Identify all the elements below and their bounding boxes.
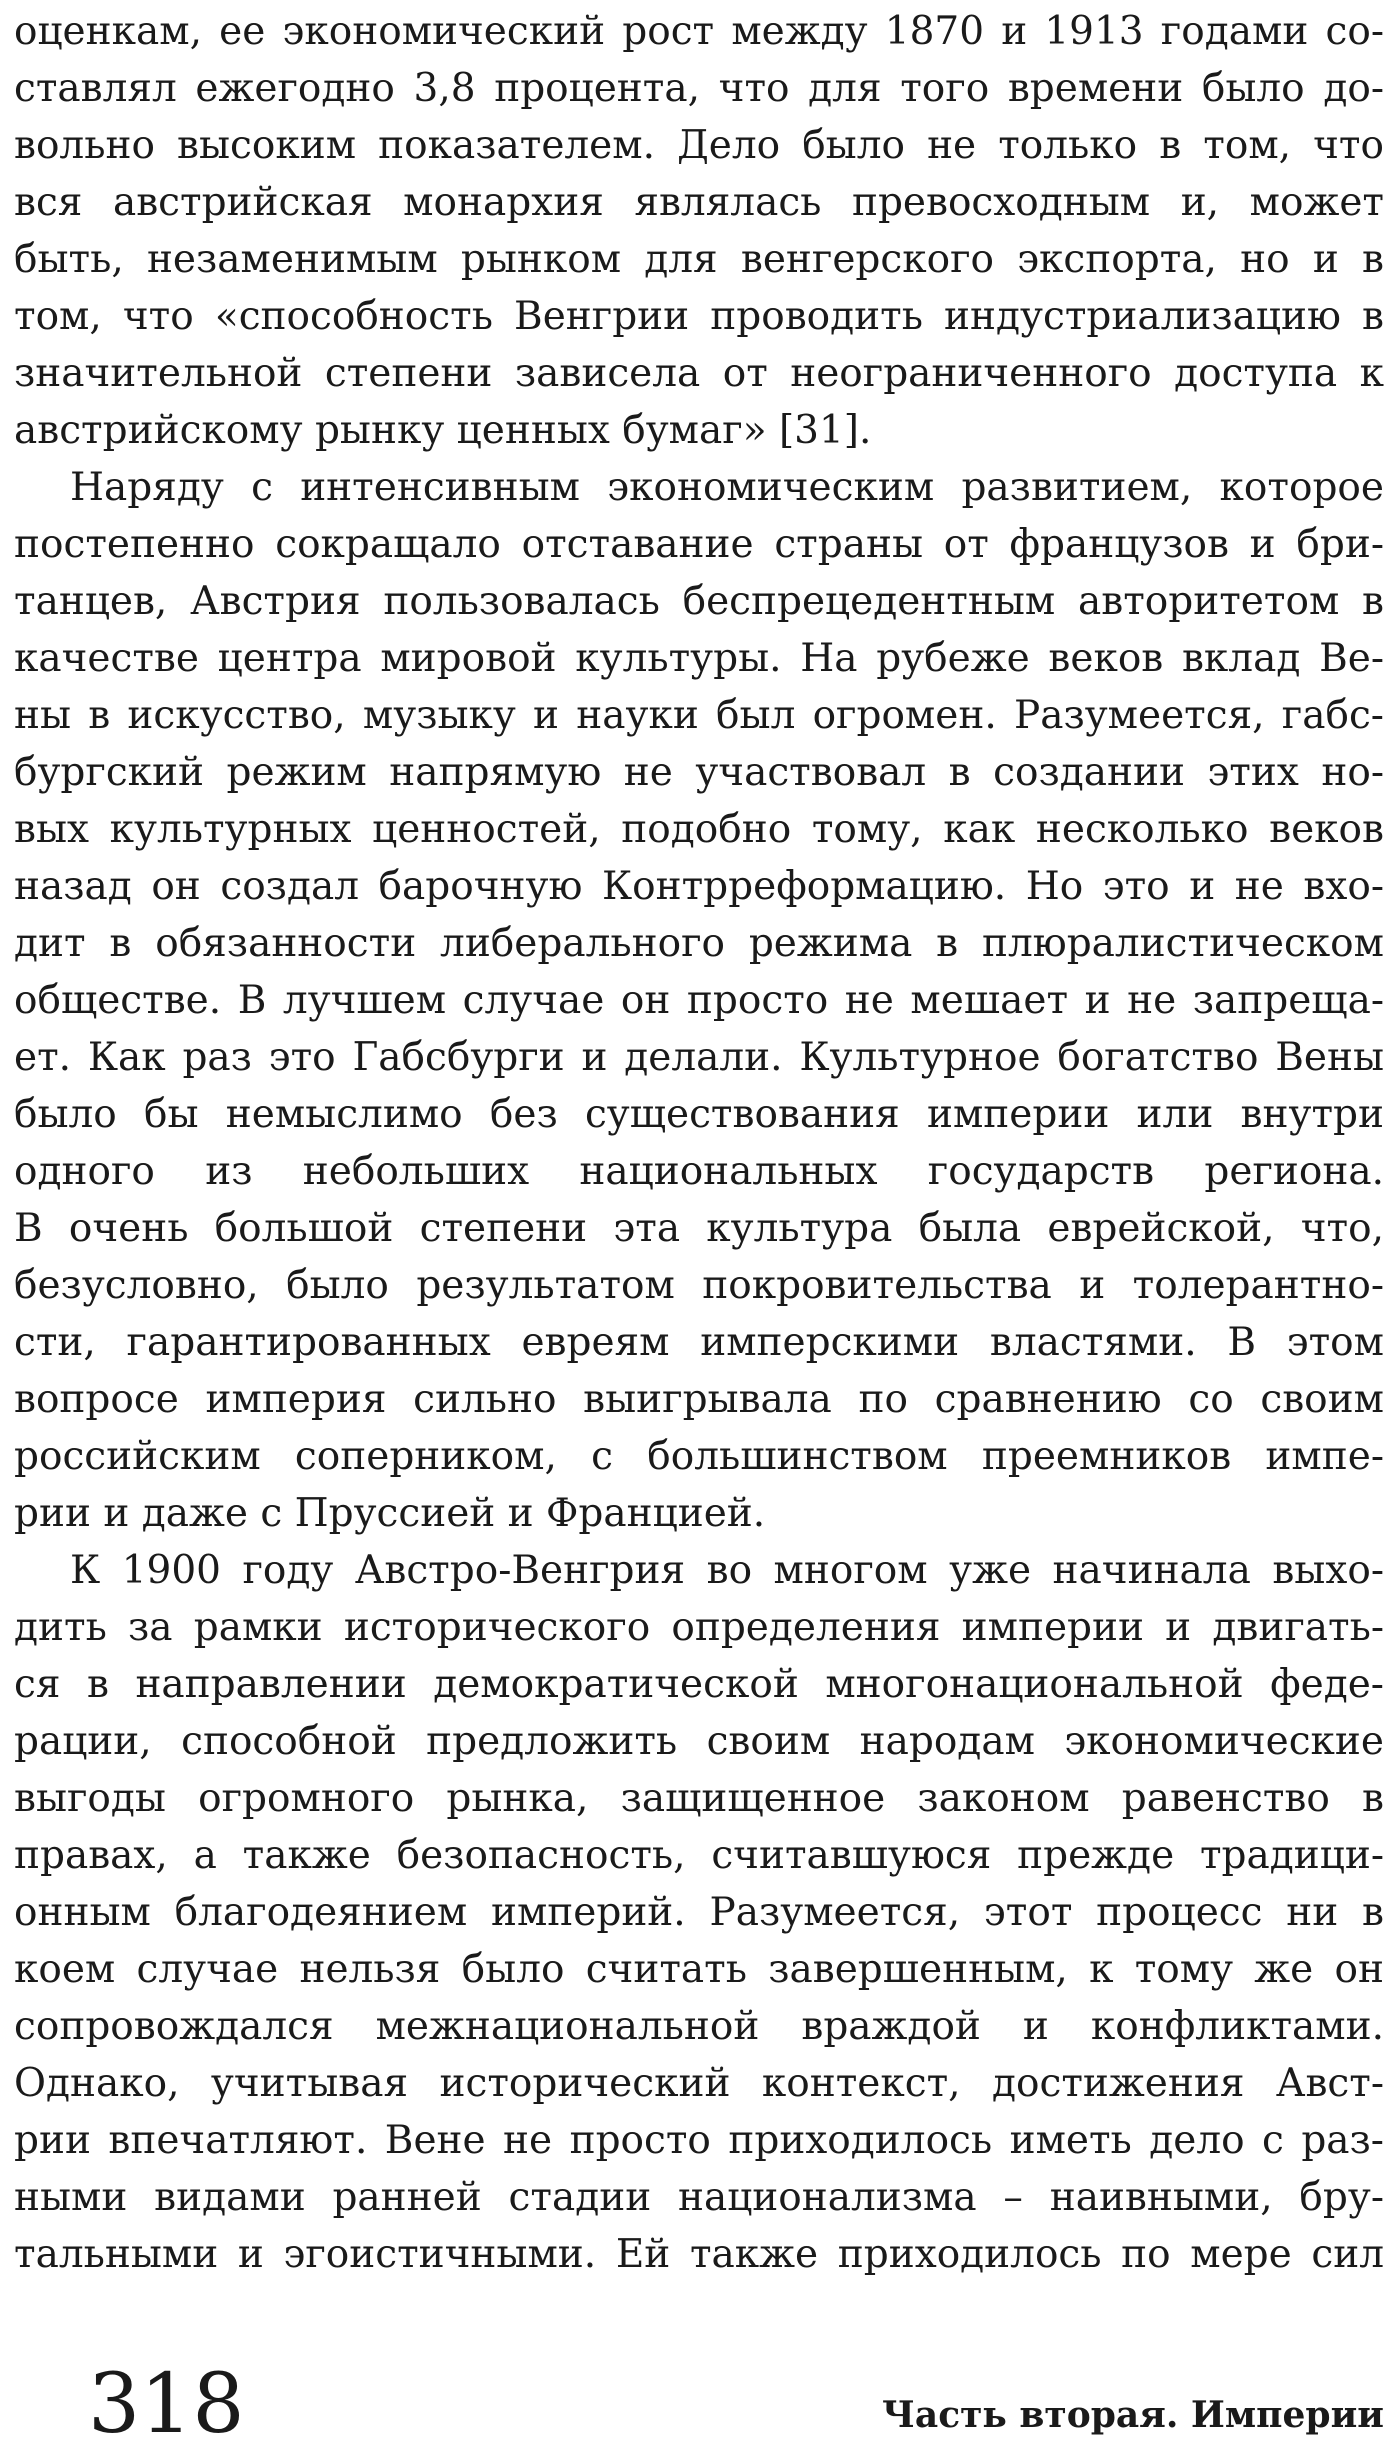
text-line: вся австрийская монархия являлась превосходным и, может [14, 180, 1384, 225]
text-line: тальными и эгоистичными. Ей также приходилось по мере сил [14, 2232, 1384, 2277]
text-line: том, что «способность Венгрии проводить индустриализацию в [14, 294, 1384, 339]
text-line: рии впечатляют. Вене не просто приходилось иметь дело с раз- [14, 2118, 1384, 2163]
paragraph-first-line: Наряду с интенсивным экономическим развитием, которое [70, 465, 1384, 510]
text-line: качестве центра мировой культуры. На рубеже веков вклад Ве- [14, 636, 1384, 681]
text-line: В очень большой степени эта культура была еврейской, что, [14, 1206, 1384, 1251]
text-line: назад он создал барочную Контрреформацию. Но это и не вхо- [14, 864, 1384, 909]
text-line: одного из небольших национальных государств региона. [14, 1149, 1384, 1194]
text-line: вопросе империя сильно выигрывала по сравнению со своим [14, 1377, 1384, 1422]
page-number: 318 [88, 2357, 245, 2452]
paragraph-first-line: К 1900 году Австро-Венгрия во многом уже начинала выхо- [70, 1548, 1384, 1593]
text-line: танцев, Австрия пользовалась беспрецедентным авторитетом в [14, 579, 1384, 624]
text-line: онным благодеянием империй. Разумеется, этот процесс ни в [14, 1890, 1384, 1935]
text-line: австрийскому рынку ценных бумаг» [31]. [14, 408, 872, 453]
page-footer [0, 2357, 1398, 2460]
text-line: обществе. В лучшем случае он просто не мешает и не запреща- [14, 978, 1384, 1023]
text-line: ными видами ранней стадии национализма – наивными, бру- [14, 2175, 1384, 2220]
text-line: сопровождался межнациональной враждой и конфликтами. [14, 2004, 1384, 2049]
running-head: Часть вторая. Империи [882, 2394, 1384, 2436]
text-line: рации, способной предложить своим народам экономические [14, 1719, 1384, 1764]
text-line: бургский режим напрямую не участвовал в создании этих но- [14, 750, 1384, 795]
text-line: значительной степени зависела от неограниченного доступа к [14, 351, 1384, 396]
text-line: оценкам, ее экономический рост между 1870 и 1913 годами со- [14, 9, 1384, 54]
text-line: выгоды огромного рынка, защищенное законом равенство в [14, 1776, 1384, 1821]
text-line: быть, незаменимым рынком для венгерского экспорта, но и в [14, 237, 1384, 282]
text-line: рии и даже с Пруссией и Францией. [14, 1491, 766, 1536]
text-line: вольно высоким показателем. Дело было не только в том, что [14, 123, 1384, 168]
text-line: постепенно сокращало отставание страны от французов и бри- [14, 522, 1384, 567]
text-line: ет. Как раз это Габсбурги и делали. Культурное богатство Вены [14, 1035, 1384, 1080]
text-line: сти, гарантированных евреям имперскими властями. В этом [14, 1320, 1384, 1365]
text-line: ся в направлении демократической многонациональной феде- [14, 1662, 1384, 1707]
text-line: безусловно, было результатом покровительства и толерантно- [14, 1263, 1384, 1308]
text-line: вых культурных ценностей, подобно тому, как несколько веков [14, 807, 1384, 852]
text-line: ны в искусство, музыку и науки был огромен. Разумеется, габс- [14, 693, 1384, 738]
text-line: было бы немыслимо без существования империи или внутри [14, 1092, 1384, 1137]
text-line: ставлял ежегодно 3,8 процента, что для того времени было до- [14, 66, 1384, 111]
text-line: правах, а также безопасность, считавшуюся прежде традици- [14, 1833, 1384, 1878]
text-line: дит в обязанности либерального режима в плюралистическом [14, 921, 1384, 966]
text-line: российским соперником, с большинством преемников импе- [14, 1434, 1384, 1479]
text-line: Однако, учитывая исторический контекст, достижения Авст- [14, 2061, 1384, 2106]
text-line: коем случае нельзя было считать завершенным, к тому же он [14, 1947, 1384, 1992]
text-line: дить за рамки исторического определения империи и двигать- [14, 1605, 1384, 1650]
